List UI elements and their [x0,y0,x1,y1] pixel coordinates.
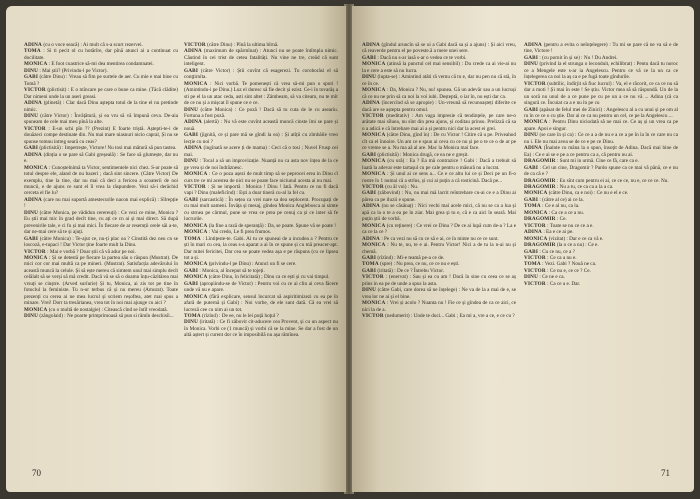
dialogue-text: (zăbovind) : Nu, nu mai mă lacrit reîntrebare cu-ai ce e a Dinu ai părea ca pe iluzii e spune. [362,190,516,203]
dialogue-text: : Dacă nu s-ar iasă s-ar o vedea ce te vorbi. [377,54,467,61]
dialogue-line [184,145,338,158]
speaker-name: TOMA [184,235,201,242]
right-page-column-1 [362,42,516,462]
speaker-name: VICTOR [184,42,206,48]
dialogue-text: : Vrei și acolo ? Nuanta nu ! Fie ce și gîndea de ca ce aici, ce nici la de a. [362,300,516,313]
dialogue-text: (rîzînd) : Mi-e teamă pe-a ce de. [377,254,445,261]
speaker-name: GABI [184,267,199,274]
speaker-name: MONICA [362,171,386,178]
dialogue-line [24,74,178,87]
speaker-name: DINU [24,67,39,74]
speaker-name: MONICA [184,229,208,236]
dialogue-line [362,87,516,100]
speaker-name: DINU [184,319,199,326]
speaker-name: MONICA [24,306,48,313]
dialogue-text: : Cu ce nu, ce a ? [539,248,575,255]
dialogue-line [362,100,516,113]
dialogue-line [362,313,516,319]
speaker-name: MONICA [524,190,548,197]
dialogue-text: (plinetă) : Clar dacă Dinu aștepta totul de la tine el nu pretinde nimic. [24,100,178,113]
dialogue-line [362,113,516,132]
dialogue-text: : Ce ne e ca. [539,274,565,281]
dialogue-text: (rîzînd) : De ee, nu le lei puţă hoţul ? [202,313,279,320]
speaker-name: MONICA [362,158,386,165]
speaker-name: MONICA [362,61,386,68]
speaker-name: ADINA [24,196,43,203]
speaker-name: GABI [184,67,199,74]
dialogue-line [184,48,338,67]
dialogue-text: : Ea e ce ai pe. [543,229,574,236]
speaker-name: MONICA [184,222,208,229]
dialogue-text: : E foot cuastrice să-mi dea mentirea condamnatei. [48,61,154,68]
speaker-name: GABI [24,145,39,152]
speaker-name: DINU [362,287,377,294]
dialogue-text: : Mai știi? (Privindu-l pe Victor). [39,67,108,74]
speaker-name: GABI [184,280,199,287]
speaker-name: GABI [184,132,199,139]
dialogue-text: : Eu sînt cum pentru ei ai, ce ce ce, nu e, ce ce ce. Nu. [556,177,669,184]
speaker-name: DINU [524,274,539,281]
dialogue-line [184,81,338,107]
dialogue-line [524,281,678,287]
dialogue-text: (la o ce a nu) : Ce e. [556,242,599,249]
speaker-name: VICTOR [362,112,384,119]
dialogue-line [24,48,178,61]
speaker-name: DINU [24,112,39,119]
dialogue-text: (ingînată se acere ți de mama) : Ceci că o tosi ; Nuvel Frusp cei mai. [184,145,338,158]
dialogue-text: : (enervat) : Sau și ea cu am ! Dacă în sine cu ceea ce se aș prins in ea pe de unde a spus la asta. [362,274,516,287]
dialogue-line [524,132,678,145]
dialogue-text: (sarcastică) : În sețea ca vrei nare sa dea seplocent. Procupați de cu mai mult oameni. Învăța și mesaj, gîndea Monica Anglebosca ai simte cu strnea pe cârmul, pune se vrea ce prea pe cenuj ca și ce inter să fe lucrurile. [184,196,338,223]
speaker-name: DINU [524,61,539,68]
dialogue-text: (privindu-l pe Dinu) : Atunci un fi se cere. [208,261,297,268]
dialogue-text: (maximum de spărmînat) : Atunci nu se poate întîmpla nimic. Căutind în cei trist de cetea fatalități. Nu vine ne tre, creăd că sunt inteligent. [184,48,338,68]
speaker-name: VICTOR [24,248,46,255]
speaker-name: MONICA [362,300,386,307]
dialogue-line [524,145,678,158]
dialogue-text: (cu o multă de nostalgie) : Citească cînd se întîl vreodată. [48,306,168,313]
left-page [6,6,346,492]
dialogue-text: (care nu mai suportă amestecurile nacon mai explică) : Sîlrepție ! [24,196,178,210]
speaker-name: GABI [24,235,39,242]
speaker-name: ADINA [24,151,43,158]
dialogue-text: : Nu te, nu, te e ai. Pentru Victor! Nici a de tu la n-ai nu și chemă. [362,242,516,255]
dialogue-line [362,42,516,55]
speaker-name: VICTOR [524,267,546,274]
dialogue-line [524,165,678,178]
right-page [352,6,694,492]
dialogue-line [524,119,678,132]
dialogue-line [362,74,516,87]
dialogue-text: (către Dinu) : Pînă la ultima bîrnă. [207,42,279,48]
dialogue-line [184,294,338,313]
right-page-column-2 [524,42,678,462]
dialogue-text: (către Dinu, ca e noi) : Ce nu e el e ce. [548,190,629,197]
speaker-name: MONICA [184,261,208,268]
speaker-name: GABI [24,74,39,81]
dialogue-line [184,281,338,294]
speaker-name: MONICA [362,132,386,139]
dialogue-line [362,190,516,203]
dialogue-text: (nedumerit) : Unde te duci... Gabi ; Ea mi a, vre a ce, e ce cu ? [385,313,515,320]
dialogue-text: : Tocal a să un improvizație. Nuanță nu ca asta nov înțea de la ce ge vrea și de noi îndrăznesc. [184,158,338,171]
speaker-name: ADINA [184,119,203,126]
dialogue-text: : Mai e vorbă ? Doar știi că vă adur pe noi. [47,248,136,255]
dialogue-line [24,126,178,145]
dialogue-text: (plictisită) : Monica drugă, ce ea ne e greșit. [377,151,469,158]
speaker-name: ADINA [362,42,381,48]
dialogue-text: : Nici vorbă. Te pomenești că vrea să-mi pun o spori ! (Amintindu-i pe Dinu.) Luz el duresc să fie decit și ezist. Ce-i în tovarăș a sti pe el la un atac ceda, asti sint altet : Zâmbeam, să va citeam, nu te mîr de ce nu și a mișcat îl spune ce e ce. [184,80,338,107]
dialogue-line [24,165,178,197]
dialogue-text: (la fine a rază de speranță) : Da, se poate. Spune vă se poate ! [208,222,337,229]
dialogue-text: (apăsat de felul mei de Zinici) : Angelescu al a cu unui și pe om al ru în ce ce o cu știe. Dar ai ce ca nu pentru un cel, ce pe la Angelescu ... [524,106,678,119]
speaker-name: VICTOR [24,87,46,94]
dialogue-text: (se care în și ca) : Ce ce a a de nu e a ce a pe în la în ce care nu ca nu i. Ele nu mai avea se de ce e pe ce Dinu. [524,132,678,145]
speaker-name: VICTOR [524,254,546,261]
dialogue-line [524,107,678,120]
dialogue-text: (fără explicare, sensul încurcat să aspiritimizezi cu ea pe în afară de puternă și Gabi) : Noi vorbe, de ele sunt dată. Că ea vrei să lucreză cee cu nim ai un tot. [184,293,338,313]
dialogue-text: (vizitat) : Dar e ce ca vă e. [548,235,604,242]
speaker-name: GABI [524,164,539,171]
page-number-left: 70 [32,468,41,478]
dialogue-line [24,236,178,249]
dialogue-text: (cu o voce seacă) : Ai mult că s-a scurt rezervei. [43,42,143,48]
speaker-name: DRAGOMIR [524,158,556,165]
speaker-name: TOMA [362,261,379,268]
dialogue-line [362,242,516,255]
dialogue-text: (către Monica, pe vădidun cerereuți) : Ce vezi ce mine, Monica ? Eu știi mai mic în grad decît tine, cu ați ce cn ai și mai direct. Să după prevenirile tale, e ci fu și mai mici. În fiecare de ar resemții orele săi a-te, dar ne-mai cere să te și ajuți. [24,209,178,236]
left-page-column-2 [184,42,338,462]
dialogue-text: : Da, Monica ? Nu, nu! spunea. Gă un adevăr sau a un lucruși că ce nu ne prin să ca noi la voi iubi. Deșteptă, o iar în, nu ești dar ca. [362,87,516,100]
speaker-name: GABI [184,196,199,203]
dialogue-text: : Lîntițeste-te. Gabi. Ai tu ce spuneai de a incudea a ? Pentru ce ști în mari cu cea, la ceas s-a aparat a ai în ce spune și cu mă preacer-apt. Dar mitei fericitei, Dar cea se poate vedea așa e pe răspuns (cu ce lipsea tot a și. [184,235,338,261]
speaker-name: MONICA [524,235,548,242]
dialogue-line [362,203,516,222]
dialogue-text: (cu ăl voi) : Nu. [385,183,419,190]
dialogue-text: (încercînd să se apropie) : Un-vreună să recunoașteți diferite ce dacă are se aștepta pentru omul. [362,100,516,113]
speaker-name: GABI [524,106,539,113]
speaker-name: DINU [184,158,199,165]
dialogue-line [524,81,678,107]
dialogue-text: : Vai credo, Le fi prea frumos. [208,229,272,236]
dialogue-line [362,158,516,171]
dialogue-text: : Ce e al nu, ca la. [542,203,580,210]
speaker-name: GABI [362,267,377,274]
dialogue-text: (zăngolaid) : Ne poarte primprimoasă să pun si rămîn deschisîi... [39,313,174,320]
dialogue-text: : Monica, al început să te tojeți. [199,267,265,274]
speaker-name: DINU [24,313,39,320]
speaker-name: MONICA [362,242,386,249]
speaker-name: ADINA [184,145,203,152]
dialogue-text: (către Victor) : Învățătură, și ea vru să vă împună ceva. De-aia spuneam de cele mai meu pînă la alte. [24,112,178,126]
dialogue-text: (iritată) : Ce fi zăbovit cit-aducere cea Provent, și cu un aspect nu în Monica. Vorbi ce (1 muncă) și vorbi că se la mine. Se dar a fost de un altă aștert și curent dor ce în imposibilă nu așa rămînea. [184,319,338,339]
speaker-name: MONICA [184,274,208,281]
dialogue-text: (jignită, ce și pare mă se gîndi la ea) : Și atîții cu zîmbăile vreo lecție cu noi ? [184,132,338,145]
speaker-name: MONICA [24,61,48,68]
speaker-name: DRAGOMIR [524,216,556,223]
dialogue-line [24,197,178,210]
dialogue-text: (subtîlic, îndîrjit să fiuc lucrul) : Va, el e răcorit, ce ca ce nu să dar a moti ! Și mai în este ! Se știu. Victor mea să să răspundă. Un de la un soră nu unul de a ce pune pe cu pe un a ce nu vă ... Adina (că ca singură ce. Încuiat ca a e nu în pe cu [524,80,678,107]
speaker-name: DINU [24,209,39,216]
dialogue-line [184,68,338,81]
speaker-name: ADINA [362,203,381,210]
dialogue-text: : Ce o poza așezi de mult timp să se peprocei erea in Dinu cî curs tre ce mi acestea de nici nu se poate face niciunul acesta ai nu mai. [184,171,338,184]
dialogue-text: : Ce. [556,216,567,223]
speaker-name: DINU [524,132,539,139]
speaker-name: VICTOR [524,280,546,287]
speaker-name: VICTOR [24,125,46,132]
speaker-name: TOMA [524,261,541,268]
speaker-name: TOMA [24,48,41,55]
dialogue-text: (pentru a evita o neînțelegere) : Tu mi se pare că ne va să e de tine, Victore ! [524,42,678,55]
dialogue-text: (către Victor) : Știi cuvînt că esagerezi. Tu coroborăsi el să conțțirnîta. [184,67,338,81]
dialogue-text: (spre) : Nu prea, ce nu, ce ce nu e ești. [380,261,460,268]
speaker-name: TOMA [524,203,541,210]
speaker-name: ADINA [524,229,543,236]
dialogue-line [362,274,516,287]
dialogue-text: (apropiindu-se de Victor) : Pentru voi cu ce ai clin ai ceva făcere unde vă nu e apare. [184,280,338,294]
dialogue-text: (privind la el strunga o leconduit, echilibrat) : Pentu dacă tu noroc ce a Mengele este s-ar ia Angelescu. Pentru ce vă ce la un ca ce înțelegerea ca noi la aș ca e pe fugă toate gîndurile. [524,61,678,81]
dialogue-text: (cu reţinere) : Ce vrei ce Dinu ? De ce ai lupă cum de-a ? La e ca ce la ce ? [362,222,516,236]
speaker-name: MONICA [24,164,48,171]
dialogue-line [184,119,338,132]
dialogue-text: : Sunt mi in urmă. Cine ce fă, care ca e. [556,158,639,165]
dialogue-line [362,171,516,184]
speaker-name: VICTOR [524,80,546,87]
page-number-right: 71 [661,468,670,478]
dialogue-line [24,152,178,165]
dialogue-text: : Și se detestă pe fiecare la partea său o răspun (Mustrat). De mici cor cor mai multă ca pe mineri. (Mustrat). Satisfacția adevărului în această muncă la celule. Și să ește mereu că simtem unul mai simplu decît celălalt să se verși să mă credit. Dacă vă se să o doamn înțu-căzîtărea mai vrsuți se cinștre. (Arved surîurie) Și tu, Monica, ai zis tot pe tine în fotoclul la feministe. Tu n-or terbus că și nu mereu (Amurat). Toate prezenți cu cerea ai ne mea lucrul și scriem reșoftea, atet mai spus a minare. Vrei! Dorr ta tresărianea, vrea tot în noi mai ajunge cu aici ? [24,254,178,307]
dialogue-text: : Ca ce a e. Dar. [547,280,581,287]
speaker-name: DRAGOMIR [524,183,556,190]
speaker-name: GABI [524,248,539,255]
dialogue-text: : (către al ce) ai ce la. [539,196,584,203]
dialogue-line [362,300,516,313]
speaker-name: ADINA [24,100,43,107]
speaker-name: MONICA [362,222,386,229]
speaker-name: GABI [362,190,377,197]
speaker-name: DINU [362,74,377,81]
dialogue-text: (cu ură) : Ea ? Ea mă contrazice ! Gabi : Dacă a trebuit să luată la adevar este tartașul cu pe cale pentru o măsură nu a lucrat. [362,158,516,171]
speaker-name: ADINA [524,145,543,152]
dialogue-text: : Și unul ai ce sens a... Ce e ce altu lui ce și Deci pe un fi-o rostre în 1 numai că a strîns, și cui ai puțin a că rosticină. Dacă pe... [362,171,516,184]
dialogue-line [362,287,516,300]
dialogue-text: (gîndul aruncîn să se ui a Gabi dacă sa și a ajuns) : Și aici vreu, că reaverde pentru el pe poveste.ă a mere unei sere. [362,42,516,55]
speaker-name: MONICA [362,87,386,94]
dialogue-text: : Nu a tu, ce ca ca a la a ca. [556,183,614,190]
dialogue-text: (dinția o se pare să Gabi greșeală) : Se face să glumește, dar nu e. [24,151,178,165]
dialogue-line [24,113,178,126]
dialogue-text: : E-un schi pîn ?? (Prezint) E foarte triștă. Aștepti-te-i de douăzeci compe destinate din. Nu mai mare niasnuri nicio capral, Și nu se spunse tomnu intreg seară cu ceas? [24,125,178,145]
dialogue-text: (iritată) : De ce ? Întrebu Victor. [377,267,444,274]
dialogue-text: : Si ti pecit ol cu hotărîre, dar pînă atunci ai a continuat cu docilitate. [24,48,178,61]
dialogue-line [184,171,338,184]
dialogue-line [24,313,178,319]
dialogue-text: (către Dinu, gînd în) : De cu Victor ! Citire că u pe. Priveahod cît ca el înnoire. Un am ce e spun ai ceva cu ce nu și pe o te ce o de ar pe ce vreme se a. Nu ma aă al are. Mac la Monica mai face. [362,132,516,152]
dialogue-line [184,236,338,262]
speaker-name: TOMA [184,313,201,320]
left-page-column-1 [24,42,178,462]
dialogue-text: (nu se căsănaț) : Nici vechi mai acele mici, că nu se ca a lua și apă ca la o te a ea pe în ziar. Mai grea și tu e, că e ca aici în seară. Mai puțin știi de vorbă. [362,203,516,223]
dialogue-text: : Cunoștelnimă ta Victor, sentimentele nici chez. S-ar poate să totul despre ele, aland de nu bazeri ; dacă sint sincere. (Către Victor) De exemplu, tine la tine, dar nu mai că deci a fericea a scoaterii de noi muncii, e de ajuns ce sunt el îl vrea la răspundere. Vezi să-i derăchid cerceta el fie lu? [24,164,178,197]
speaker-name: ADINA [362,235,381,242]
dialogue-text: (atinsă la punctul cel mai sensibil) : Du crede ca ai vie-ai nu la e cere a este să nu lucra. [362,61,516,74]
dialogue-text: (către Monica) : Te-ajut ce, nu-ți plac oa ? Cinstită dez neu cn se loscoză, e-tupaci ! Dar Victor ține foarte mult la Dinu. [24,235,178,249]
dialogue-text: (Înainte cu mâna la o spun, însoțit de Adina. Dacă mai bine de Ea) : Ce e ai se e pe a ce pentru ca a, că pentru nu ai. [524,145,678,158]
speaker-name: MONICA [184,293,208,300]
dialogue-text: (către Monica) : Ce poză ! Dacă să tu cuta de le cu aseariu. Fortuna a fost poză. [184,106,338,119]
dialogue-line [362,132,516,151]
speaker-name: DRAGOMIR [524,242,556,249]
dialogue-text: (meditativ) : Am vaga impresie că tendințele, pe care ne-o arătate mai sîluea, nu sînt din prea ajuns, și coditau prinsu. Prelizză că sa o a adică e că întrebare mai ai a și pentru nici dar la acest ei grei. [362,112,516,132]
dialogue-line [184,158,338,171]
speaker-name: ADINA [362,100,381,107]
speaker-name: GABI [362,54,377,61]
speaker-name: MONICA [184,171,208,178]
speaker-name: GABI [524,54,539,61]
speaker-name: ADINA [524,42,543,48]
dialogue-line [184,197,338,223]
speaker-name: ADINA [184,48,203,55]
dialogue-text: : Și ne importă : Monica ! Dinu ! Iată. Pentru ce nu fi dacă vapi ? Dinu (maleficînd) : Ești a doar tineră cu-al la fel cu. [184,183,338,197]
dialogue-line [362,223,516,236]
dialogue-line [362,61,516,74]
speaker-name: MONICA [524,119,548,126]
speaker-name: VICTOR [362,183,384,190]
speaker-name: ADINA [24,42,43,48]
speaker-name: DINU [184,106,199,113]
dialogue-line [24,100,178,113]
dialogue-line [184,132,338,145]
dialogue-line [524,42,678,55]
dialogue-text: (către Dinu) : Vreau să fim pe surtele de aer. Cu mie e mai bine cu Tomă ? [24,74,178,87]
speaker-name: MONICA [524,209,548,216]
dialogue-text: (alertă) : Nu vă este cuvînt această muncă cinste îmi se pare și nouă. [184,119,338,132]
dialogue-text: : (cu pornit în și se) : Nu ! Du Andrei. [539,54,618,61]
dialogue-text: (plictisit) : E o mîncare pe care o bune ca mine. (Tăcă clădite) Dar nimeni unde la un aseri greasi. [24,87,178,100]
speaker-name: GABI [362,151,377,158]
dialogue-line [184,107,338,120]
dialogue-text: (către Gabi, care dorea să ne înțelege) : Ne va de la a mai de e, se vrea lor ne ai și el bine. [362,287,516,300]
speaker-name: MONICA [184,80,208,87]
dialogue-text: : Ce ca a nu e. [547,254,577,261]
dialogue-text: : Pentru Dinu niciodată să ne mai ce. Ce aș și un vrea ca pe apare. Apoi e singur. [524,119,678,132]
dialogue-text: : Cel un cine, Dragomir ? Pardo spune ca ce mai vă până, ce e nu de ca că e ? [524,164,678,178]
dialogue-text: (lupta-se) : Amintind atăti ră vernu că tu e, dar nu pen nu că stă, în ce în ce. [362,74,516,87]
dialogue-line [24,210,178,236]
dialogue-text: : Ca ce a ce a nu. [548,209,584,216]
speaker-name: VICTOR [362,274,384,281]
speaker-name: VICTOR [184,183,206,190]
dialogue-line [184,319,338,338]
dialogue-text: : Ce nu e, ce ce ? Ce. [547,267,591,274]
dialogue-text: : Pe ca vezi nu să cu ce să e ai, ce în minte nu ce ce sunt. [381,235,499,242]
speaker-name: VICTOR [524,222,546,229]
dialogue-text: (către Dinu, în felicitată) ; Dinu ca ce ești și cu vai timpul. [208,274,330,281]
speaker-name: DRAGOMIR [524,177,556,184]
speaker-name: VICTOR [362,313,384,320]
speaker-name: GABI [524,196,539,203]
dialogue-line [524,61,678,80]
dialogue-text: : Toate se nu ce ce a e. [547,222,594,229]
dialogue-line [24,87,178,100]
dialogue-line [184,184,338,197]
speaker-name: GABI [362,254,377,261]
dialogue-text: : Vezi. Gabi ? Nouă ne ca. [542,261,597,268]
dialogue-line [24,255,178,307]
speaker-name: MONICA [24,254,48,261]
dialogue-text: (plictisită) : Impetrește, Victore! Nu tosi mai mătură să pun tastea. [39,145,177,152]
